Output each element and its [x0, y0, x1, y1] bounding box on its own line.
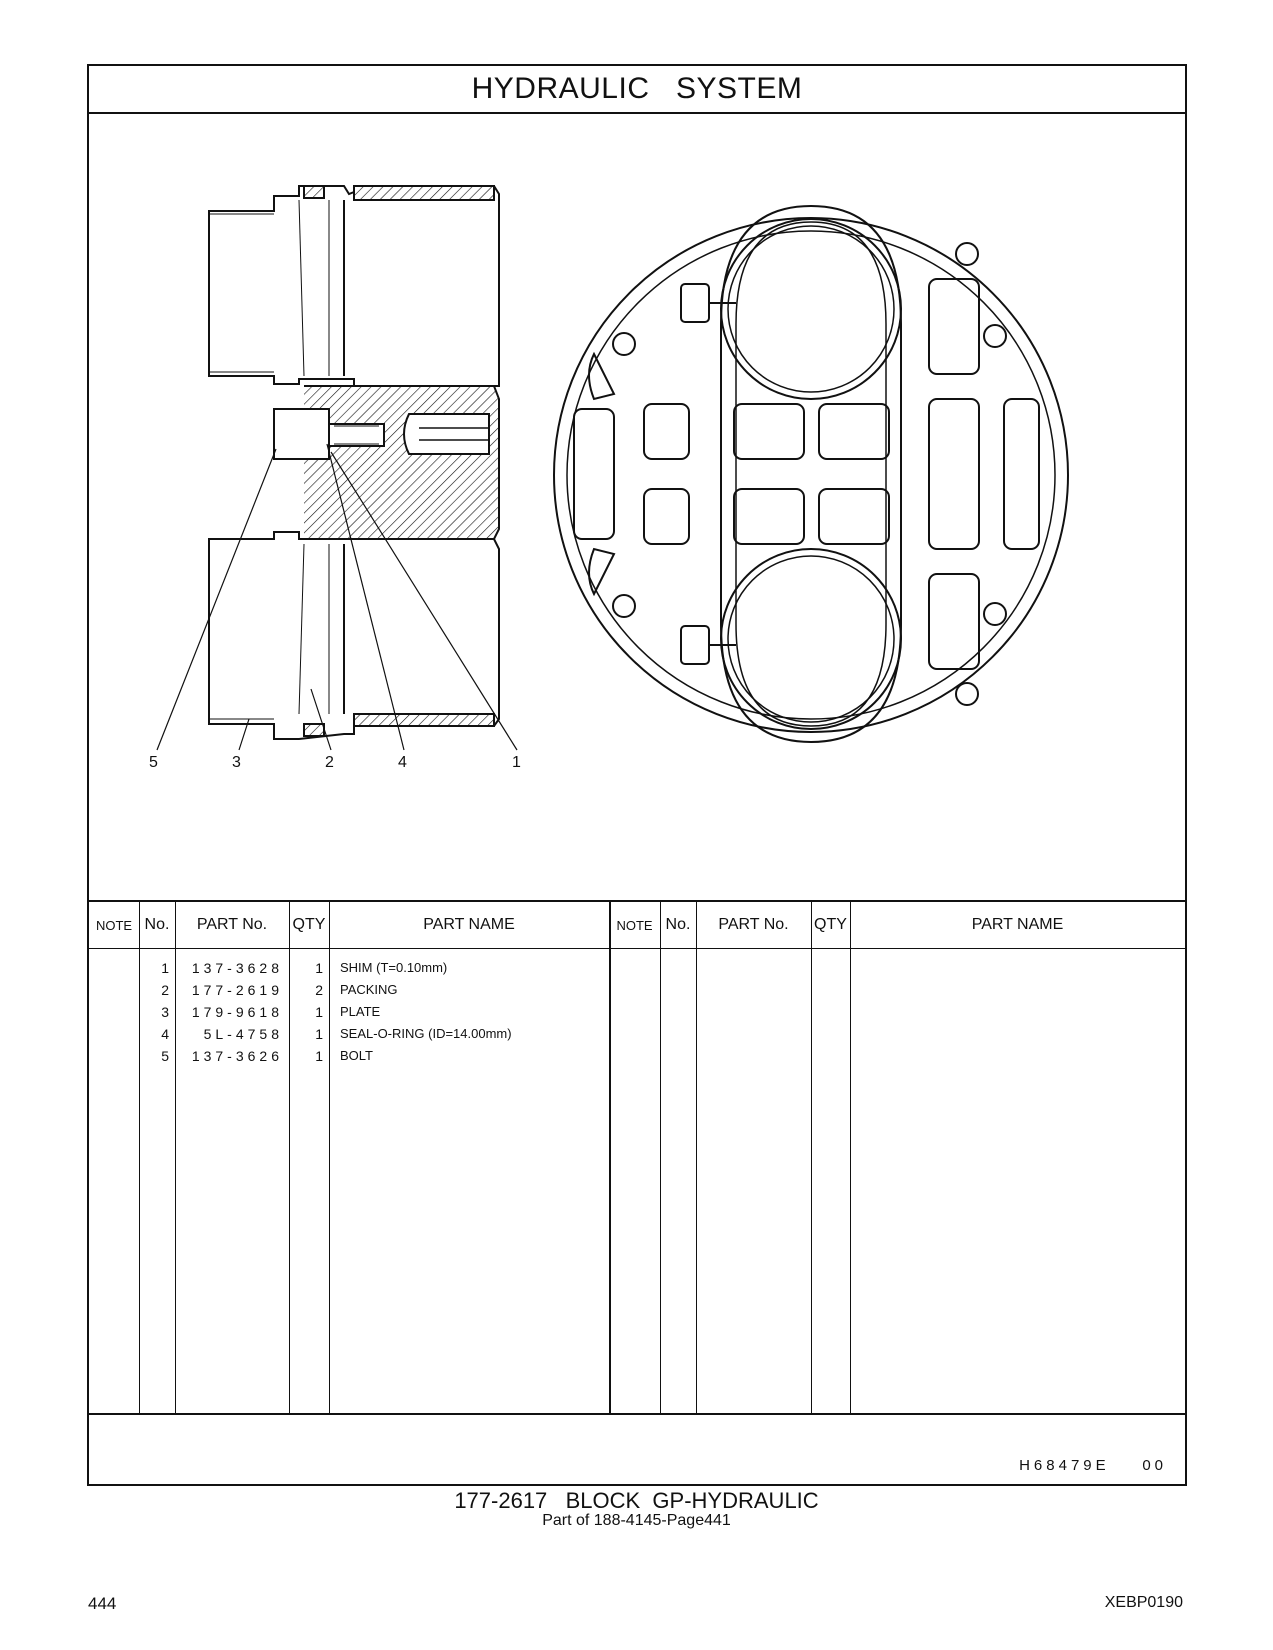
block-assembly-illustration [89, 114, 1185, 904]
header-note-left: NOTE [95, 917, 133, 933]
table-row [89, 956, 609, 979]
table-row [89, 1000, 609, 1023]
header-no-left: No. [144, 916, 170, 933]
callout-3: 3 [232, 754, 241, 771]
item-number: 4 [161, 1025, 169, 1042]
item-number: 2 [161, 981, 169, 998]
quantity: 1 [315, 1003, 323, 1020]
quantity: 2 [315, 981, 323, 998]
part-number: 179-9618 [191, 1003, 283, 1020]
item-number: 1 [161, 959, 169, 976]
table-row [89, 1044, 609, 1067]
part-number: 5L-4758 [203, 1025, 283, 1042]
part-name: PLATE [340, 1004, 381, 1019]
drawing-code: H68479E 00 [1019, 1457, 1167, 1474]
page-title: HYDRAULIC SYSTEM [471, 72, 803, 105]
end-view [554, 206, 1068, 742]
header-qty-right: QTY [814, 916, 847, 933]
callout-4: 4 [398, 754, 407, 771]
callout-5: 5 [149, 754, 158, 771]
column-divider [696, 902, 697, 1413]
exploded-view-drawing [89, 114, 1185, 904]
column-divider [850, 902, 851, 1413]
part-number: 137-3626 [191, 1047, 283, 1064]
document-id: XEBP0190 [1104, 1594, 1183, 1611]
caption-subtitle: Part of 188-4145-Page441 [542, 1512, 731, 1529]
part-name: SEAL-O-RING (ID=14.00mm) [340, 1026, 512, 1041]
header-partno-right: PART No. [718, 916, 789, 933]
column-divider [609, 902, 611, 1413]
table-footer [89, 1413, 1185, 1484]
header-no-right: No. [665, 916, 691, 933]
header-separator [89, 948, 1185, 949]
figure-caption [0, 1488, 1273, 1530]
header-partname-right: PART NAME [971, 916, 1064, 933]
quantity: 1 [315, 959, 323, 976]
callout-2: 2 [325, 754, 334, 771]
part-name: BOLT [340, 1048, 373, 1063]
caption-title: 177-2617 BLOCK GP-HYDRAULIC [454, 1488, 819, 1513]
cross-section-view [157, 186, 517, 750]
header-qty-left: QTY [292, 916, 326, 933]
callout-1: 1 [512, 754, 521, 771]
part-name: PACKING [340, 982, 398, 997]
quantity: 1 [315, 1025, 323, 1042]
page-number: 444 [88, 1594, 117, 1613]
header-partno-left: PART No. [196, 916, 268, 933]
header-note-right: NOTE [616, 917, 653, 933]
header-partname-left: PART NAME [423, 916, 515, 933]
table-row [89, 978, 609, 1001]
parts-table [89, 900, 1185, 1413]
column-divider [811, 902, 812, 1413]
item-number: 3 [161, 1003, 169, 1020]
part-name: SHIM (T=0.10mm) [340, 960, 448, 975]
quantity: 1 [315, 1047, 323, 1064]
table-row [89, 1022, 609, 1045]
column-divider [660, 902, 661, 1413]
part-number: 137-3628 [191, 959, 283, 976]
part-number: 177-2619 [191, 981, 283, 998]
item-number: 5 [161, 1047, 169, 1064]
page-title-bar [89, 66, 1185, 114]
parts-page-frame [87, 64, 1187, 1486]
